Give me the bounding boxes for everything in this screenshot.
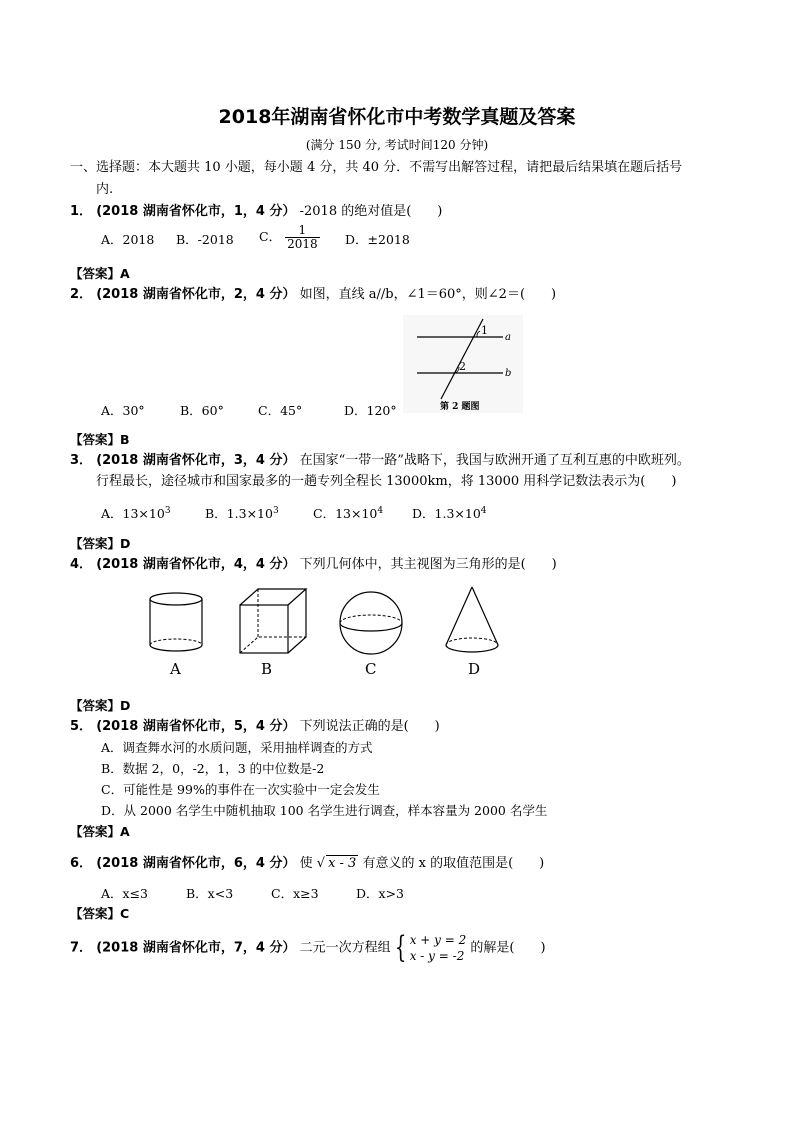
question-source: (2018 湖南省怀化市，5，4 分） [96, 719, 296, 734]
figure-caption: 第 2 题图 [440, 402, 480, 412]
cylinder-shape [150, 593, 202, 651]
q2-option-d: D．120° [344, 403, 397, 418]
brace-symbol: { [394, 930, 406, 966]
question-number: 3． [70, 453, 93, 468]
question-number: 7． [70, 940, 93, 956]
question-source: (2018 湖南省怀化市，3，4 分） [96, 453, 296, 468]
question-source: (2018 湖南省怀化市，6，4 分） [96, 856, 296, 871]
solid-label-d: D [468, 660, 481, 678]
q3-answer: 【答案】D [70, 536, 131, 551]
q5-option-a: A．调查舞水河的水质问题，采用抽样调查的方式 [101, 740, 373, 755]
question-stem: 在国家“一带一路”战略下，我国与欧洲开通了互利互惠的中欧班列。 [299, 453, 690, 468]
q6-option-a: A．x≤3 [101, 886, 149, 901]
q6-option-b: B．x<3 [186, 886, 234, 901]
question-stem: 下列说法正确的是( ) [299, 719, 440, 734]
q2-answer: 【答案】B [70, 432, 130, 447]
q1-option-b: B．-2018 [176, 232, 234, 247]
question-number: 2． [70, 287, 93, 302]
q3-option-b: B．$1.3\times 10^3$ [205, 506, 279, 522]
question-2 [70, 287, 556, 303]
question-4 [70, 557, 557, 573]
fraction: $\frac{1}{2018}$ [287, 223, 318, 252]
q6-answer: 【答案】C [70, 906, 130, 921]
question-number: 1． [70, 204, 93, 219]
q5-option-d: D．从 2000 名学生中随机抽取 100 名学生进行调查，样本容量为 2000 名学生 [101, 803, 548, 818]
q3-option-a: A．$13\times 10^3$ [101, 506, 171, 522]
question-stem-pre: 使 [299, 856, 313, 871]
q4-answer: 【答案】D [70, 698, 131, 713]
q1-option-d: D．±2018 [345, 232, 410, 247]
q1-option-a: A．2018 [101, 232, 155, 247]
question-5 [70, 719, 440, 735]
q5-option-b: B．数据 2，0，-2，1，3 的中位数是-2 [101, 761, 325, 776]
question-stem-pre: 二元一次方程组 [299, 940, 391, 956]
q3-option-c: C．$13\times 10^4$ [313, 506, 384, 522]
q2-option-a: A．30° [101, 403, 145, 418]
angle-1-label: 1 [481, 324, 488, 337]
equation-2: x - y = -2 [409, 949, 465, 964]
question-number: 5． [70, 719, 93, 734]
question-stem-post: 有意义的 x 的取值范围是( ) [362, 856, 545, 871]
question-number: 4． [70, 557, 93, 572]
question-source: (2018 湖南省怀化市，1，4 分） [96, 204, 296, 219]
page-subtitle: (满分 150 分, 考试时间120 分钟) [305, 138, 489, 152]
question-source: (2018 湖南省怀化市，4，4 分） [96, 557, 296, 572]
question-stem-post: 的解是( ) [470, 940, 546, 956]
solid-label-a: A [170, 660, 181, 678]
page-title: 2018年湖南省怀化市中考数学真题及答案 [218, 106, 576, 128]
angle-2-label: 2 [459, 360, 466, 373]
question-stem: -2018 的绝对值是( ) [299, 204, 443, 219]
parallel-lines-figure [403, 315, 523, 413]
sqrt-expression: √ x - 3 [316, 856, 357, 871]
q2-option-b: B．60° [180, 403, 224, 418]
question-6 [70, 855, 544, 872]
question-3 [70, 453, 690, 469]
question-1 [70, 204, 442, 220]
question-3-cont: 行程最长，途径城市和国家最多的一趟专列全程长 13000km，将 13000 用科学记数法表示为( ) [96, 474, 677, 489]
sphere-shape [340, 592, 402, 654]
equation-1: x + y = 2 [409, 933, 467, 947]
section-heading-cont: 内. [96, 182, 114, 197]
question-source: (2018 湖南省怀化市，7，4 分） [96, 940, 296, 956]
question-number: 6． [70, 856, 93, 871]
question-stem: 下列几何体中，其主视图为三角形的是( ) [299, 557, 557, 572]
q6-option-c: C．x≥3 [271, 886, 319, 901]
equation-system [410, 932, 467, 964]
cube-shape [240, 589, 306, 653]
section-heading: 一、选择题：本大题共 10 小题，每小题 4 分，共 40 分．不需写出解答过程，请把最后结果填在题后括号 [70, 160, 683, 175]
line-b-label: b [505, 368, 512, 379]
q1-answer: 【答案】A [70, 266, 130, 281]
solid-label-b: B [261, 660, 273, 678]
cone-shape [446, 587, 498, 652]
solid-label-c: C [365, 660, 377, 678]
q5-answer: 【答案】A [70, 824, 130, 839]
q1-option-c: C． $\frac{1}{2018}$ [259, 223, 318, 252]
q5-option-c: C．可能性是 99%的事件在一次实验中一定会发生 [101, 782, 380, 797]
question-stem: 如图，直线 a//b，∠1＝60°，则∠2＝( ) [299, 287, 557, 302]
question-source: (2018 湖南省怀化市，2，4 分） [96, 287, 296, 302]
q2-option-c: C．45° [258, 403, 303, 418]
q3-option-d: D．$1.3\times 10^4$ [412, 506, 487, 522]
q6-option-d: D．x>3 [356, 886, 404, 901]
solids-figure [140, 585, 510, 680]
line-a-label: a [505, 332, 511, 343]
question-7 [70, 932, 546, 964]
